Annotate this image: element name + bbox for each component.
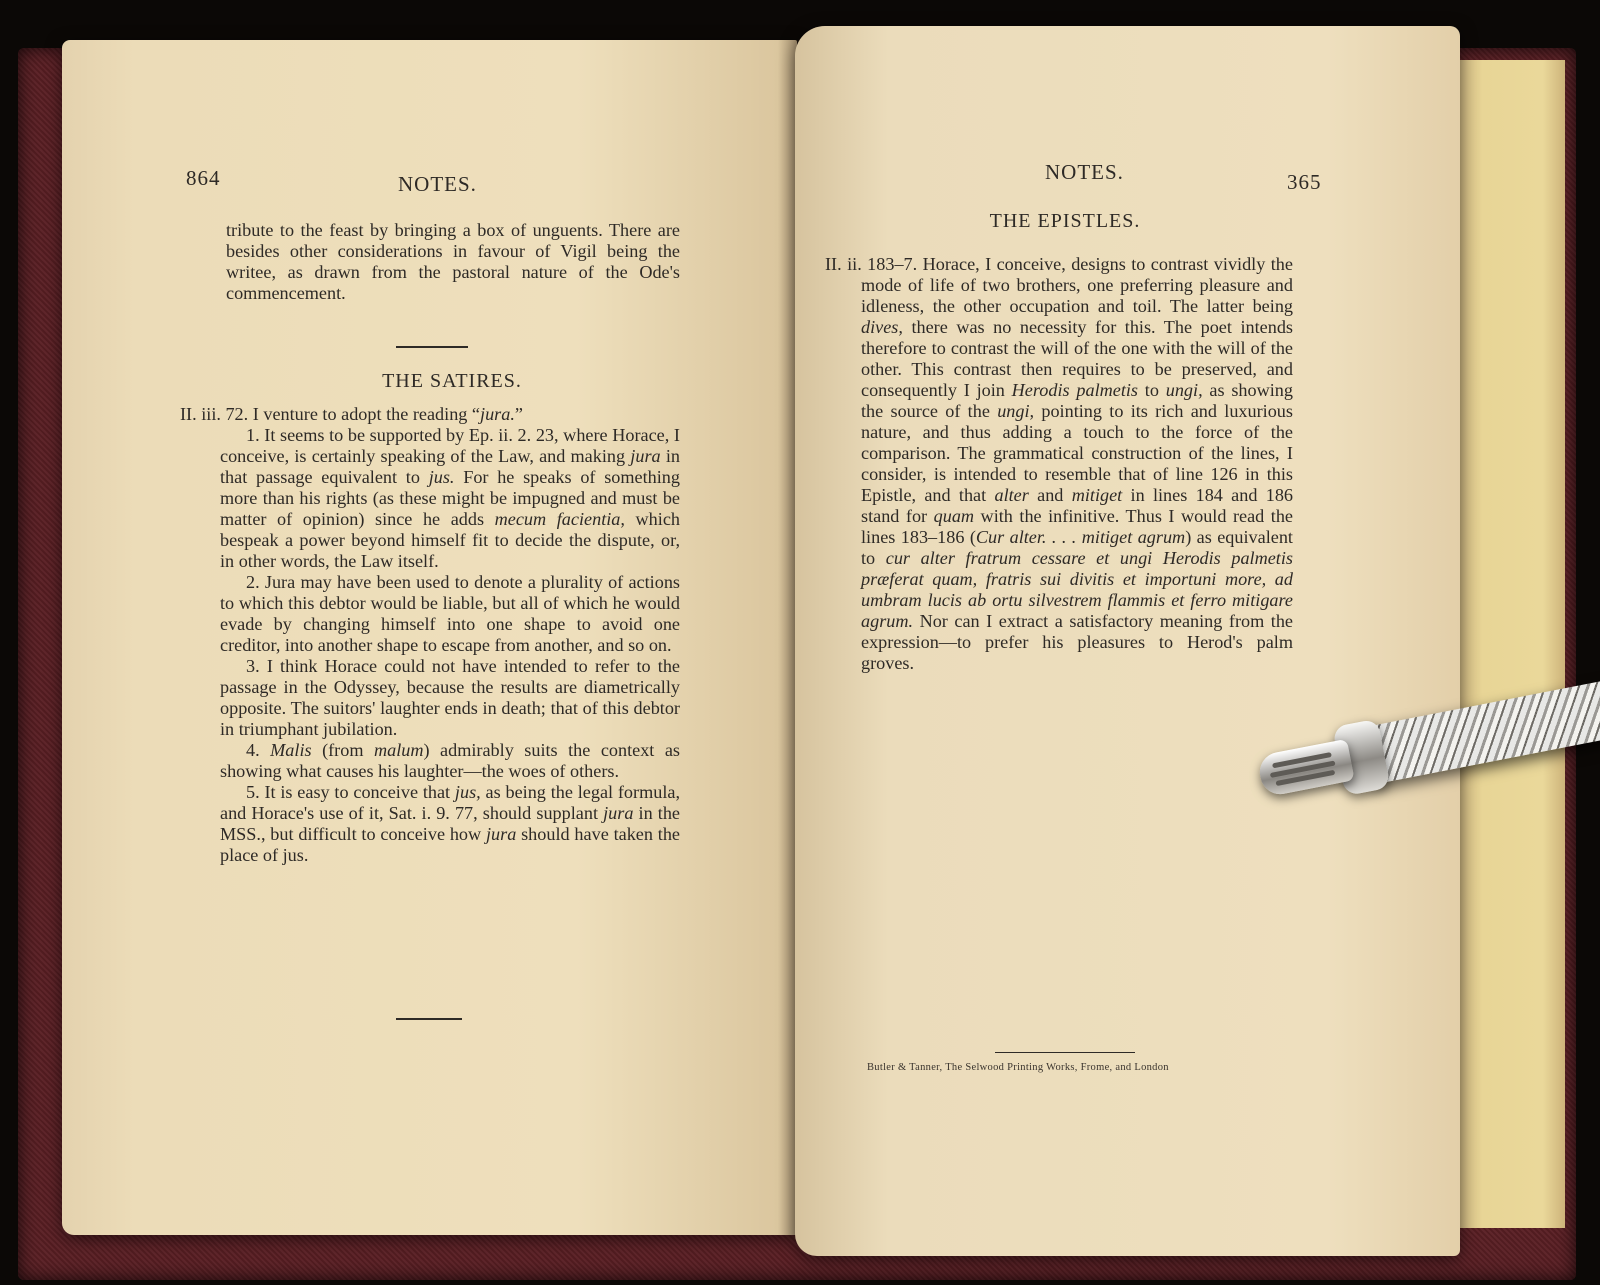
opening-paragraph bbox=[226, 220, 680, 304]
left-page bbox=[62, 40, 797, 1235]
epistles-note bbox=[825, 254, 1293, 674]
note-point-3: 3. I think Horace could not have intended to refer to the passage in the Odyssey, because the results are diametrically opposite. The suitors' laughter ends in death; that of this debtor in triumphant jubilation. bbox=[220, 656, 680, 739]
page-number: 365 bbox=[1287, 170, 1322, 194]
right-page bbox=[795, 26, 1460, 1256]
satires-notes bbox=[180, 404, 680, 866]
note-reference: II. iii. 72. bbox=[180, 404, 249, 424]
end-rule bbox=[396, 1018, 462, 1020]
page-number: 864 bbox=[186, 166, 221, 190]
note-reference: II. ii. 183–7. bbox=[825, 254, 918, 274]
paragraph-text: tribute to the feast by bringing a box of unguents. There are besides other considerations in favour of Vigil being the writee, as drawn from the pastoral nature of the Ode's commencement. bbox=[226, 220, 680, 303]
section-divider bbox=[396, 346, 468, 348]
note-point-4: 4. Malis (from malum) admirably suits the context as showing what causes his laughter—the woes of others. bbox=[220, 740, 681, 781]
note-heading-line: II. iii. 72. I venture to adopt the reading “jura.” bbox=[180, 404, 523, 424]
note-point-5: 5. It is easy to conceive that jus, as being the legal formula, and Horace's use of it, Sat. i. 9. 77, should supplant jura in the MSS., but difficult to conceive how jura should have taken the place of jus. bbox=[220, 782, 680, 865]
running-head: NOTES. bbox=[1045, 160, 1124, 184]
section-heading: THE SATIRES. bbox=[382, 370, 522, 392]
hand-shaped-tip bbox=[1256, 739, 1354, 798]
section-heading: THE EPISTLES. bbox=[989, 210, 1141, 232]
printer-imprint: Butler & Tanner, The Selwood Printing Works, Frome, and London bbox=[867, 1062, 1169, 1073]
page-block-edge bbox=[1453, 60, 1565, 1228]
imprint-rule bbox=[995, 1052, 1135, 1053]
running-head: NOTES. bbox=[398, 172, 477, 196]
note-point-2: 2. Jura may have been used to denote a plurality of actions to which this debtor would be liable, but all of which he would evade by changing himself into one shape to avoid one creditor, into another shape to escape from another, and so on. bbox=[220, 572, 680, 655]
note-text: II. ii. 183–7. Horace, I conceive, designs to contrast vividly the mode of life of two brothers, one preferring pleasure and idleness, the other occupation and toil. The latter being dives, there was no necessity for this. The poet intends therefore to contrast the will of the one with the will of the other. This contrast then requires to be preserved, and consequently I join Herodis palmetis to ungi, as showing the source of the ungi, pointing to its rich and luxurious nature, and thus adding a touch to the force of the comparison. The grammatical construction of the lines, I consider, is intended to resemble that of line 126 in this Epistle, and that alter and mitiget in lines 184 and 186 stand for quam with the infinitive. Thus I would read the lines 183–186 (Cur alter. . . . mitiget agrum) as equivalent to cur alter fratrum cessare et ungi Herodis palmetis præferat quam, fratris sui divitis et importuni more, ad umbram lucis ab ortu silvestrem flammis et ferro mitigare agrum. Nor can I extract a satisfactory meaning from the expression—to prefer his pleasures to Herod's palm groves. bbox=[825, 254, 1294, 673]
note-point-1: 1. It seems to be supported by Ep. ii. 2. 23, where Horace, I conceive, is certainly speaking of the Law, and making jura in that passage equivalent to jus. For he speaks of something more than his rights (as these might be impugned and must be matter of opinion) since he adds mecum facientia, which bespeak a power beyond himself fit to decide the dispute, or, in other words, the Law itself. bbox=[220, 425, 680, 571]
